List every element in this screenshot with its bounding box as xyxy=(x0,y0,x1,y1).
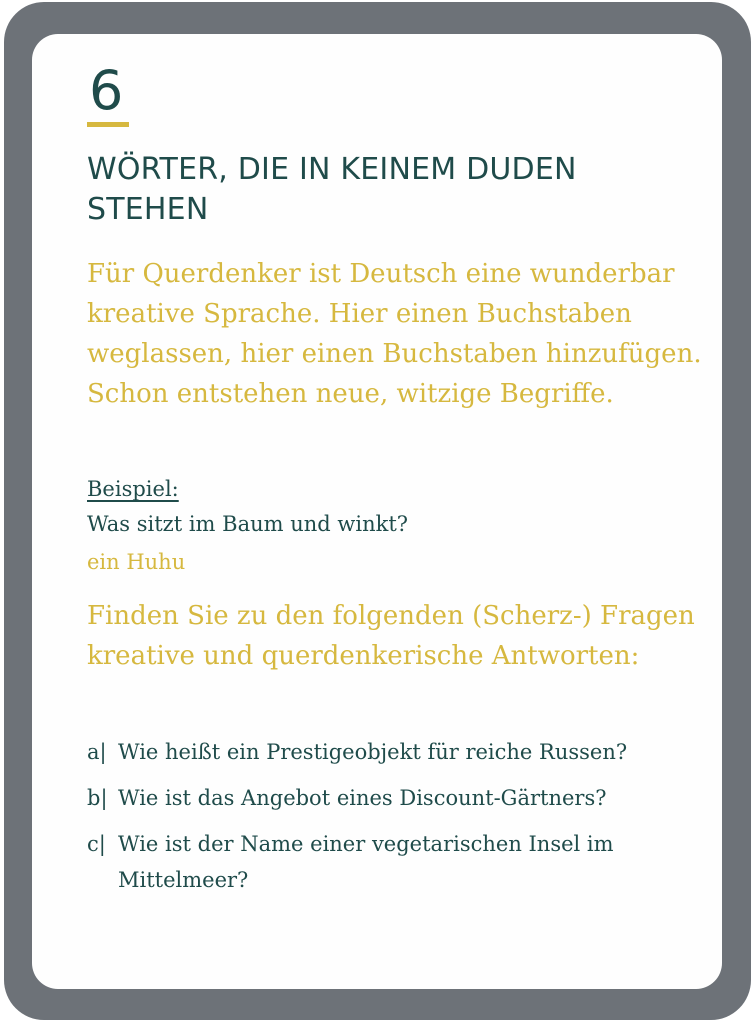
question-item-c xyxy=(87,826,727,898)
question-item-a xyxy=(87,734,727,770)
question-marker: a| xyxy=(87,740,107,764)
example-label: Beispiel: xyxy=(87,477,179,501)
task-text: Finden Sie zu den folgenden (Scherz-) Fragen kreative und querdenkerische Antworten: xyxy=(87,601,695,671)
card-title: WÖRTER, DIE IN KEINEM DUDEN STEHEN xyxy=(87,152,577,227)
question-list xyxy=(87,734,727,908)
example-answer: ein Huhu xyxy=(87,550,186,574)
quiz-card xyxy=(32,34,722,989)
question-text: Wie ist das Angebot eines Discount-Gärtners? xyxy=(118,786,607,810)
example-question: Was sitzt im Baum und winkt? xyxy=(87,512,409,536)
question-text: Wie heißt ein Prestigeobjekt für reiche Russen? xyxy=(118,740,628,764)
question-text: Wie ist der Name einer vegetarischen Insel im Mittelmeer? xyxy=(118,832,614,892)
card-number: 6 xyxy=(89,59,124,122)
intro-text: Für Querdenker ist Deutsch eine wunderbar kreative Sprache. Hier einen Buchstaben weglassen, hier einen Buchstaben hinzufügen. Schon entstehen neue, witzige Begriffe. xyxy=(87,259,702,409)
question-item-b xyxy=(87,780,727,816)
number-underline xyxy=(87,122,129,127)
question-marker: c| xyxy=(87,832,106,856)
question-marker: b| xyxy=(87,786,108,810)
